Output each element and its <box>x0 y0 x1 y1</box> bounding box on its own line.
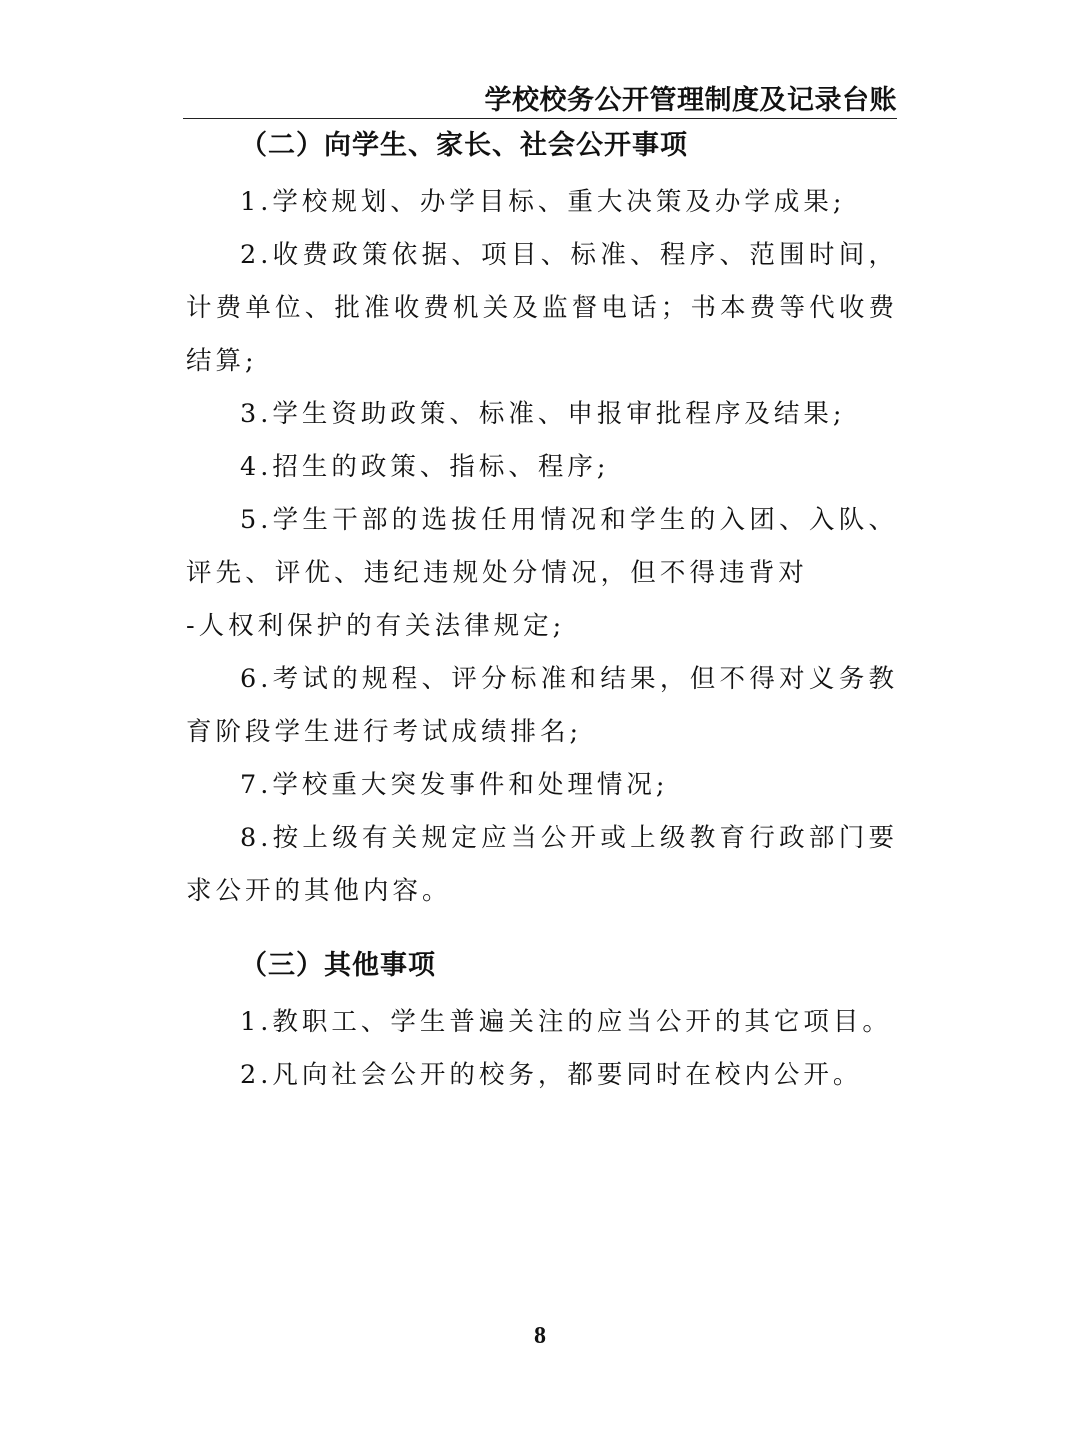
list-item-text: -人权利保护的有关法律规定; <box>186 611 566 641</box>
list-item <box>186 494 898 653</box>
section-heading: （三）其他事项 <box>240 950 436 981</box>
document-body <box>186 124 898 1102</box>
document-title: 学校校务公开管理制度及记录台账 <box>484 85 897 116</box>
page-header <box>183 76 897 119</box>
list-item: 6.考试的规程、评分标准和结果，但不得对义务教育阶段学生进行考试成绩排名; <box>186 664 898 747</box>
list-item: 2.收费政策依据、项目、标准、程序、范围时间，计费单位、批准收费机关及监督电话；书本费等代收费结算; <box>186 240 898 376</box>
list-item: 4.招生的政策、指标、程序; <box>240 452 610 482</box>
section-heading: （二）向学生、家长、社会公开事项 <box>240 130 688 161</box>
list-item-text: 5.学生干部的选拔任用情况和学生的入团、入队、评先、评优、违纪违规处分情况，但不得违背对 <box>186 505 898 588</box>
list-item: 2.凡向社会公开的校务，都要同时在校内公开。 <box>240 1060 863 1090</box>
list-item: 1.教职工、学生普遍关注的应当公开的其它项目。 <box>240 1007 892 1037</box>
list-item: 1.学校规划、办学目标、重大决策及办学成果; <box>240 187 846 217</box>
list-item: 3.学生资助政策、标准、申报审批程序及结果; <box>240 399 846 429</box>
page-number: 8 <box>534 1323 546 1349</box>
list-item: 7.学校重大突发事件和处理情况; <box>240 770 669 800</box>
list-item: 8.按上级有关规定应当公开或上级教育行政部门要求公开的其他内容。 <box>186 823 898 906</box>
